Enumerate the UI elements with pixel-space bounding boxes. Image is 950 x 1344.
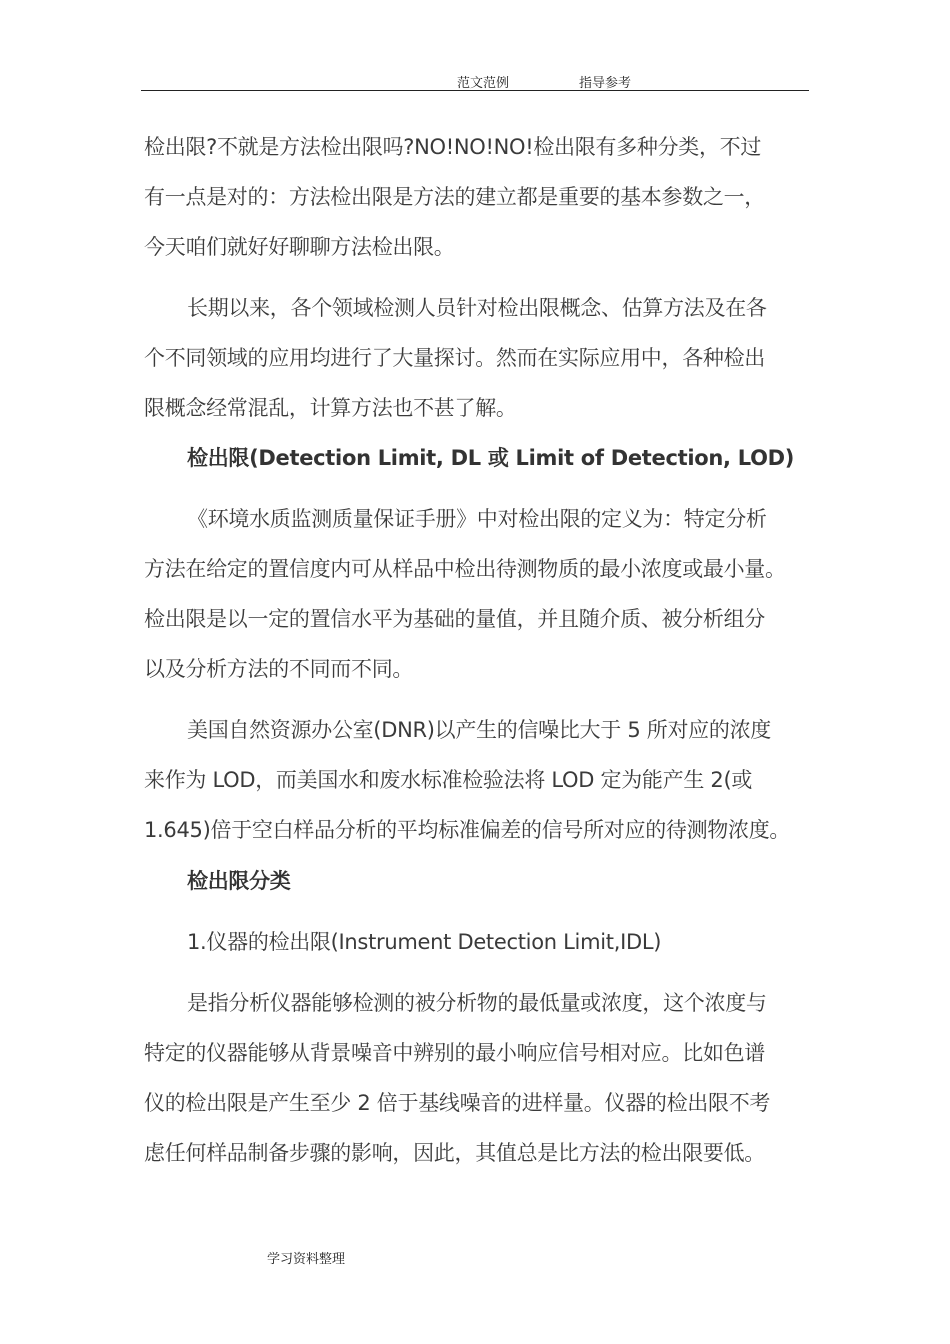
page-footer: 学习资料整理: [267, 1252, 346, 1267]
section-heading: 检出限(Detection Limit, DL 或 Limit of Detection, LOD): [187, 446, 795, 470]
paragraph-line: 限概念经常混乱，计算方法也不甚了解。: [144, 396, 517, 420]
paragraph-line: 方法在给定的置信度内可从样品中检出待测物质的最小浓度或最小量。: [144, 557, 786, 581]
paragraph-line: 来作为 LOD，而美国水和废水标准检验法将 LOD 定为能产生 2(或: [144, 768, 753, 792]
paragraph-line: 有一点是对的：方法检出限是方法的建立都是重要的基本参数之一，: [144, 185, 765, 209]
paragraph-line: 特定的仪器能够从背景噪音中辨别的最小响应信号相对应。比如色谱: [144, 1041, 765, 1065]
paragraph-line: 《环境水质监测质量保证手册》中对检出限的定义为：特定分析: [187, 507, 767, 531]
paragraph-line: 仪的检出限是产生至少 2 倍于基线噪音的进样量。仪器的检出限不考: [144, 1091, 771, 1115]
paragraph-line: 以及分析方法的不同而不同。: [144, 657, 414, 681]
paragraph-line: 是指分析仪器能够检测的被分析物的最低量或浓度，这个浓度与: [187, 991, 767, 1015]
page-header: [141, 70, 809, 91]
header-right-text: 指导参考: [579, 76, 632, 91]
paragraph-line: 美国自然资源办公室(DNR)以产生的信噪比大于 5 所对应的浓度: [187, 718, 771, 742]
section-heading: 检出限分类: [187, 869, 291, 893]
subsection-heading: 1.仪器的检出限(Instrument Detection Limit,IDL): [187, 930, 662, 954]
paragraph-line: 今天咱们就好好聊聊方法检出限。: [144, 235, 455, 259]
paragraph-line: 1.645)倍于空白样品分析的平均标准偏差的信号所对应的待测物浓度。: [144, 818, 791, 842]
paragraph-line: 检出限?不就是方法检出限吗?NO!NO!NO!检出限有多种分类，不过: [144, 135, 762, 159]
paragraph-line: 检出限是以一定的置信水平为基础的量值，并且随介质、被分析组分: [144, 607, 765, 631]
paragraph-line: 个不同领域的应用均进行了大量探讨。然而在实际应用中，各种检出: [144, 346, 765, 370]
header-left-text: 范文范例: [457, 76, 510, 91]
paragraph-line: 虑任何样品制备步骤的影响，因此，其值总是比方法的检出限要低。: [144, 1141, 765, 1165]
paragraph-line: 长期以来，各个领域检测人员针对检出限概念、估算方法及在各: [187, 296, 767, 320]
